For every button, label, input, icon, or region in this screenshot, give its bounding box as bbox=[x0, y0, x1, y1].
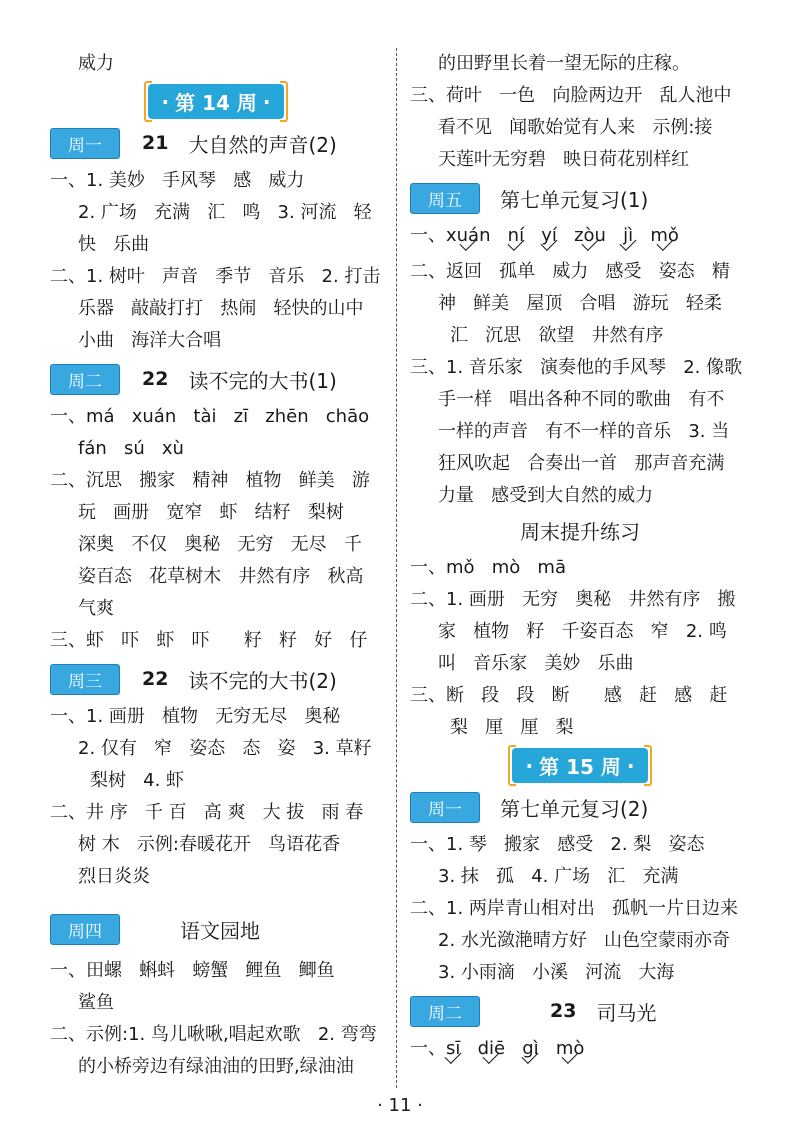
text-line: 威力 bbox=[78, 53, 114, 74]
day-tag: 周二 bbox=[410, 996, 480, 1027]
answer-line: 家 植物 籽 千姿百态 窄 2. 鸣 bbox=[438, 621, 727, 642]
checked-pinyin: ní bbox=[508, 220, 524, 252]
answer-line: 三、虾 吓 虾 吓 籽 籽 好 仔 bbox=[50, 630, 368, 651]
lesson-number: 22 bbox=[142, 368, 169, 390]
section-header-monday-2 bbox=[410, 787, 750, 827]
answer-line: 2. 广场 充满 汇 鸣 3. 河流 轻 bbox=[78, 202, 372, 223]
lesson-title: 读不完的大书(1) bbox=[188, 368, 337, 393]
week-badge: · 第 15 周 · bbox=[512, 748, 649, 783]
section-header-thursday bbox=[50, 909, 382, 949]
pinyin-line: 一、sī diē gì mò bbox=[410, 1033, 750, 1065]
checked-pinyin: sī bbox=[446, 1033, 460, 1065]
checked-pinyin: mò bbox=[556, 1033, 585, 1065]
lesson-number: 23 bbox=[550, 1000, 577, 1022]
lesson-number: 21 bbox=[142, 132, 169, 154]
answer-line: 乐器 敲敲打打 热闹 轻快的山中 bbox=[78, 298, 364, 319]
answer-line: 狂风吹起 合奏出一首 那声音充满 bbox=[438, 453, 725, 474]
answer-line: 鲨鱼 bbox=[78, 992, 114, 1013]
week-15-header bbox=[410, 748, 750, 783]
checked-pinyin: mǒ bbox=[650, 220, 679, 252]
checked-pinyin: gì bbox=[522, 1033, 538, 1065]
answer-line: 三、荷叶 一色 向脸两边开 乱人池中 bbox=[410, 85, 732, 106]
lesson-title: 第七单元复习(2) bbox=[500, 796, 649, 821]
checked-pinyin: diē bbox=[478, 1033, 506, 1065]
answer-line: fán sú xù bbox=[78, 438, 184, 459]
day-tag: 周二 bbox=[50, 364, 120, 395]
answer-line: 2. 水光潋滟晴方好 山色空蒙雨亦奇 bbox=[438, 930, 731, 951]
answer-line: 二、井 序 千 百 高 爽 大 拔 雨 春 bbox=[50, 802, 364, 823]
answer-line: 树 木 示例:春暖花开 鸟语花香 bbox=[78, 834, 341, 855]
day-tag: 周一 bbox=[410, 792, 480, 823]
pinyin-line: 一、xuán ní yí zòu jì mǒ bbox=[410, 220, 750, 252]
answer-line: 姿百态 花草树木 井然有序 秋高 bbox=[78, 566, 364, 587]
answer-line: 三、断 段 段 断 感 赶 感 赶 bbox=[410, 685, 728, 706]
answer-line: 一样的声音 有不一样的音乐 3. 当 bbox=[438, 421, 730, 442]
section-header-monday bbox=[50, 123, 382, 163]
answer-line: 3. 小雨滴 小溪 河流 大海 bbox=[438, 962, 675, 983]
right-column bbox=[410, 48, 750, 1065]
answer-line: 的小桥旁边有绿油油的田野,绿油油 bbox=[78, 1056, 354, 1077]
lesson-title: 读不完的大书(2) bbox=[188, 668, 337, 693]
lesson-title: 第七单元复习(1) bbox=[500, 187, 649, 212]
answer-line: 一、1. 琴 搬家 感受 2. 梨 姿态 bbox=[410, 834, 705, 855]
answer-line: 二、返回 孤单 威力 感受 姿态 精 bbox=[410, 261, 730, 282]
answer-line: 玩 画册 宽窄 虾 结籽 梨树 bbox=[78, 502, 344, 523]
day-tag: 周四 bbox=[50, 914, 120, 945]
answer-line: 3. 抹 孤 4. 广场 汇 充满 bbox=[438, 866, 679, 887]
lesson-title: 大自然的声音(2) bbox=[188, 132, 337, 157]
day-tag: 周五 bbox=[410, 183, 480, 214]
answer-line: 的田野里长着一望无际的庄稼。 bbox=[438, 53, 690, 74]
checked-pinyin: zòu bbox=[574, 220, 606, 252]
answer-line: 看不见 闻歌始觉有人来 示例:接 bbox=[438, 117, 713, 138]
answer-line: 力量 感受到大自然的威力 bbox=[438, 485, 654, 506]
answer-line: 二、沉思 搬家 精神 植物 鲜美 游 bbox=[50, 470, 370, 491]
answer-line: 一、má xuán tài zī zhēn chāo bbox=[50, 406, 370, 427]
left-column bbox=[50, 48, 382, 1083]
week-14-header bbox=[50, 84, 382, 119]
section-header-wednesday bbox=[50, 659, 382, 699]
answer-line: 一、1. 美妙 手风琴 感 威力 bbox=[50, 170, 305, 191]
answer-line: 2. 仅有 窄 姿态 态 姿 3. 草籽 bbox=[78, 738, 372, 759]
weekend-practice-title: 周末提升练习 bbox=[520, 520, 640, 544]
answer-line: 二、1. 画册 无穷 奥秘 井然有序 搬 bbox=[410, 589, 736, 610]
answer-line: 小曲 海洋大合唱 bbox=[78, 330, 222, 351]
answer-line: 一、田螺 蝌蚪 螃蟹 鲤鱼 鲫鱼 bbox=[50, 960, 335, 981]
column-divider bbox=[396, 48, 397, 1088]
lesson-title: 司马光 bbox=[596, 1000, 657, 1025]
answer-line: 梨树 4. 虾 bbox=[90, 770, 185, 791]
answer-line: 手一样 唱出各种不同的歌曲 有不 bbox=[438, 389, 725, 410]
answer-line: 汇 沉思 欲望 井然有序 bbox=[450, 325, 664, 346]
answer-line: 二、1. 两岸青山相对出 孤帆一片日边来 bbox=[410, 898, 739, 919]
answer-line: 一、mǒ mò mā bbox=[410, 557, 566, 578]
answer-line: 快 乐曲 bbox=[78, 234, 150, 255]
day-tag: 周三 bbox=[50, 664, 120, 695]
checked-pinyin: xuán bbox=[446, 220, 491, 252]
lesson-title: 语文园地 bbox=[180, 918, 260, 943]
answer-line: 天莲叶无穷碧 映日荷花别样红 bbox=[438, 149, 690, 170]
answer-line: 二、示例:1. 鸟儿啾啾,唱起欢歌 2. 弯弯 bbox=[50, 1024, 377, 1045]
page-number: · 11 · bbox=[377, 1095, 423, 1116]
lesson-number: 22 bbox=[142, 668, 169, 690]
day-tag: 周一 bbox=[50, 128, 120, 159]
answer-line: 深奥 不仅 奥秘 无穷 无尽 千 bbox=[78, 534, 362, 555]
answer-line: 三、1. 音乐家 演奏他的手风琴 2. 像歌 bbox=[410, 357, 743, 378]
answer-line: 一、1. 画册 植物 无穷无尽 奥秘 bbox=[50, 706, 341, 727]
week-badge: · 第 14 周 · bbox=[148, 84, 285, 119]
answer-line: 烈日炎炎 bbox=[78, 866, 150, 887]
section-header-tuesday bbox=[50, 359, 382, 399]
section-header-friday bbox=[410, 178, 750, 218]
answer-line: 二、1. 树叶 声音 季节 音乐 2. 打击 bbox=[50, 266, 381, 287]
section-header-tuesday-2 bbox=[410, 991, 750, 1031]
answer-line: 叫 音乐家 美妙 乐曲 bbox=[438, 653, 634, 674]
checked-pinyin: jì bbox=[623, 220, 633, 252]
answer-line: 气爽 bbox=[78, 598, 114, 619]
answer-line: 神 鲜美 屋顶 合唱 游玩 轻柔 bbox=[438, 293, 722, 314]
checked-pinyin: yí bbox=[541, 220, 557, 252]
answer-line: 梨 厘 厘 梨 bbox=[450, 717, 574, 738]
